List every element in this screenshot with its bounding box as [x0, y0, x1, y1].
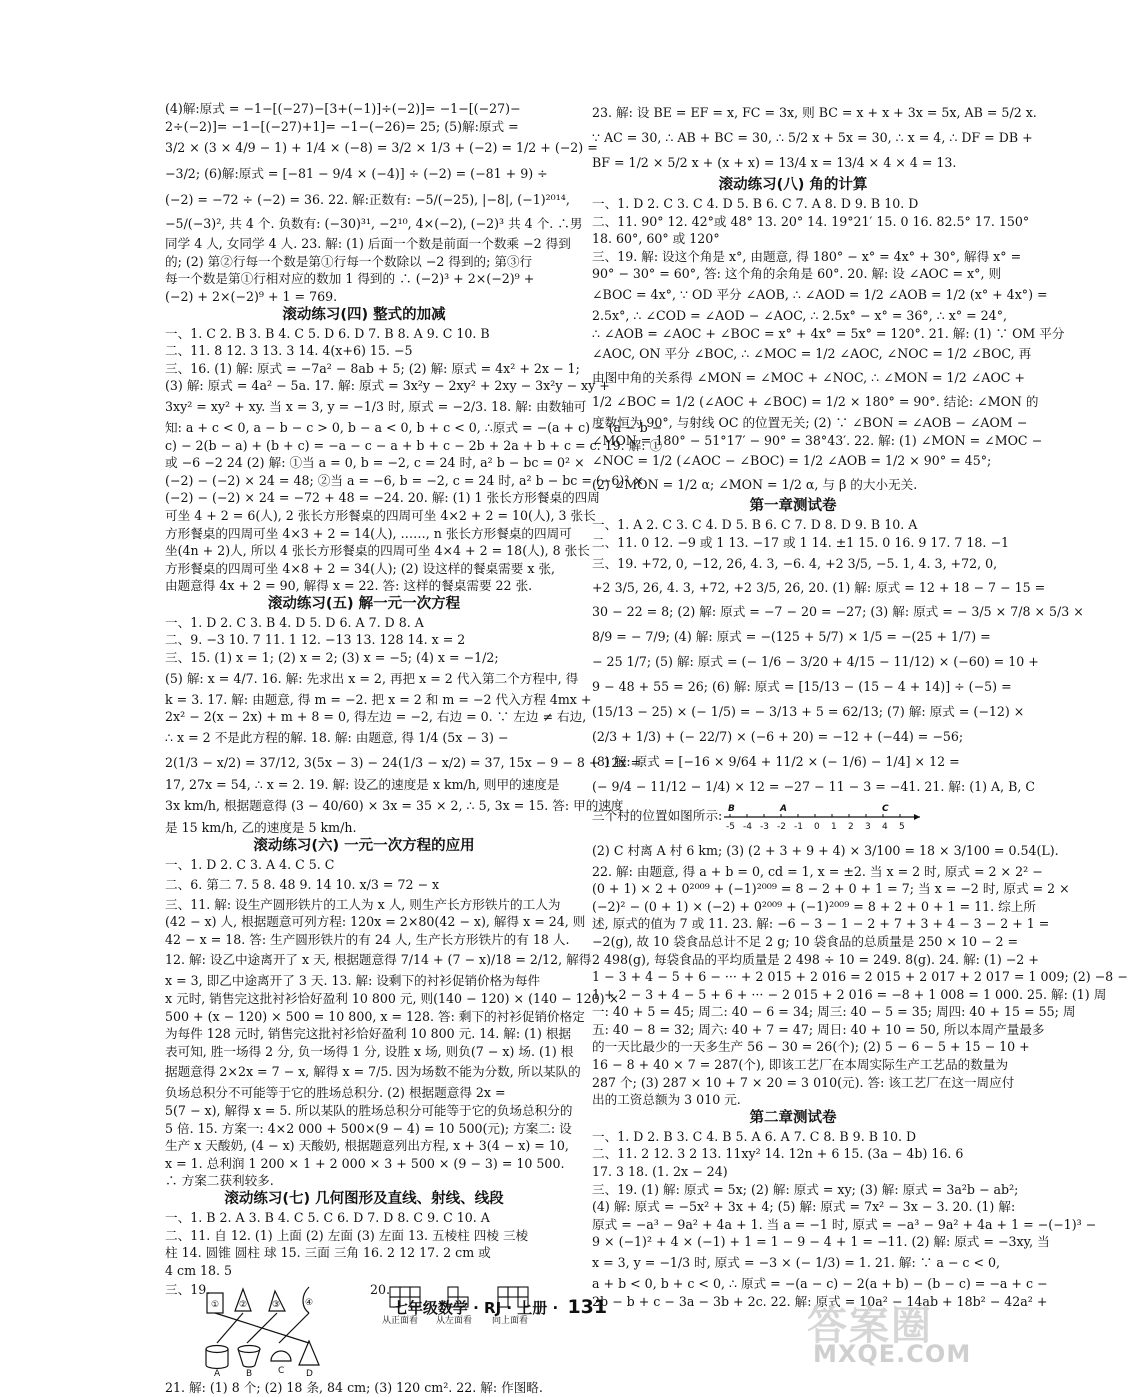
- text-line: (2) C 村离 A 村 6 km; (3) (2 + 3 + 9 + 4) × 3/100 = 18 × 3/100 = 0.54(L).: [592, 842, 1059, 858]
- tick-label: -4: [743, 821, 752, 832]
- text-line: (2) ∠MON = 1/2 α; ∠MON = 1/2 α, 与 β 的大小无关.: [592, 477, 918, 493]
- text-line: ∠BOC = 4x°, ∵ OD 平分 ∠AOB, ∴ ∠AOD = 1/2 ∠AOB = 1/2 (x° + 4x°) =: [592, 286, 1048, 302]
- text-line: (2/3 + 1/3) + (− 22/7) × (−6 + 20) = −12 + (−44) = −56;: [592, 728, 964, 744]
- point-b-label: B: [728, 803, 735, 814]
- text-line: 可坐 4 + 2 = 6(人), 2 张长方形餐桌的四周可坐 4×2 + 2 = 10(人), 3 张长: [165, 507, 596, 523]
- text-line: (0 + 1) × 2 + 0²⁰⁰⁹ + (−1)²⁰⁰⁹ = 8 − 2 + 0 + 1 = 7; 当 x = −2 时, 原式 = 2 ×: [592, 881, 1070, 897]
- text-line: 三、15. (1) x = 1; (2) x = 2; (3) x = −5; (4) x = −1/2;: [165, 650, 499, 666]
- text-line: +2 3/5, 26, 4. 3, +72, +2 3/5, 26, 20. (1) 解: 原式 = 12 + 18 − 7 − 15 =: [592, 579, 1046, 595]
- text-line: 是 15 km/h, 乙的速度是 5 km/h.: [165, 820, 357, 836]
- text-line: 一、1. C 2. B 3. B 4. C 5. D 6. D 7. B 8. A 9. C 10. B: [165, 325, 490, 341]
- block-r-a: [592, 100, 1037, 176]
- text-line: 18. 60°, 60° 或 120°: [592, 231, 720, 247]
- block-l-b: [165, 325, 663, 595]
- text-line: 21. 解: (1) 8 个; (2) 18 条, 84 cm; (3) 120 cm². 22. 解: 作图略.: [165, 1380, 543, 1396]
- text-line: (−2) = −72 ÷ (−2) = 36. 22. 解:正数有: −5/(−25), |−8|, (−1)²⁰¹⁴,: [165, 192, 570, 208]
- text-line: − 25 1/7; (5) 解: 原式 = (− 1/6 − 3/20 + 4/15 − 11/12) × (−60) = 10 +: [592, 653, 1039, 669]
- number-line-intro: 三个村的位置如图所示:: [592, 807, 723, 823]
- number-line: [724, 799, 924, 839]
- text-line: 或 −6 −2 24 (2) 解: ①当 a = 0, b = −2, c = 24 时, a² b − bc = 0² ×: [165, 455, 585, 471]
- text-line: 一、1. B 2. A 3. B 4. C 5. C 6. D 7. D 8. C 9. C 10. A: [165, 1209, 490, 1225]
- text-line: 知: a + c < 0, a − b − c > 0, b − a < 0, b + c < 0, ∴原式 = −(a + c) − (a − b −: [165, 419, 663, 435]
- text-line: 二、11. 90° 12. 42°或 48° 13. 20° 14. 19°21′ 15. 0 16. 82.5° 17. 150°: [592, 213, 1030, 229]
- text-line: 一、1. A 2. C 3. C 4. D 5. B 6. C 7. D 8. D 9. B 10. A: [592, 517, 918, 533]
- text-line: (−2) − (−2) × 24 = 48; ②当 a = −6, b = −2, c = 24 时, a² b − bc = (−6)² ×: [165, 472, 644, 488]
- number-line-figure: [592, 799, 994, 839]
- tick-label: -1: [794, 821, 803, 832]
- text-line: 12. 解: 设乙中途离开了 x 天, 根据题意得 7/14 + (7 − x)/18 = 2/12, 解得: [165, 952, 592, 968]
- tick-label: 2: [848, 821, 854, 832]
- text-line: 度数恒为 90°, 与射线 OC 的位置无关; (2) ∵ ∠BON = ∠AOB − ∠AOM −: [592, 415, 1028, 431]
- right-column: [592, 100, 1128, 1310]
- figure-label-20: 20.: [370, 1282, 391, 1298]
- view-label-left: 从左面看: [436, 1316, 473, 1327]
- section-heading-6: 滚动练习(六) 一元一次方程的应用: [253, 838, 475, 855]
- text-line: 由图中角的关系得 ∠MON = ∠MOC + ∠NOC, ∴ ∠MON = 1/2 ∠AOC +: [592, 370, 1025, 386]
- text-line: 8/9 = − 7/9; (4) 解: 原式 = −(125 + 5/7) × 1/5 = −(25 + 1/7) =: [592, 628, 991, 644]
- text-line: 出的工资总额为 3 010 元.: [592, 1092, 741, 1108]
- text-line: 方形餐桌的四周可坐 4×3 + 2 = 14(人), ……, n 张长方形餐桌的四周可: [165, 525, 572, 541]
- text-line: 方形餐桌的四周可坐 4×8 + 2 = 34(人); (2) 设这样的餐桌需要 x 张,: [165, 560, 556, 576]
- tick-label: -2: [777, 821, 786, 832]
- chapter2-test-heading: 第二章测试卷: [749, 1109, 837, 1126]
- point-c-label: C: [882, 803, 889, 814]
- page-number: 131: [567, 1296, 608, 1318]
- footer-label: 七年级数学 · RJ · 上册 ·: [392, 1299, 559, 1317]
- text-line: 由题意得 4x + 2 = 90, 解得 x = 22. 答: 这样的餐桌需要 22 张.: [165, 578, 533, 594]
- text-line: 坐(4n + 2)人, 所以 4 张长方形餐桌的四周可坐 4×4 + 2 = 18(人), 8 张长: [165, 543, 590, 559]
- text-line: −5/(−3)², 共 4 个. 负数有: (−30)³¹, −2¹⁰, 4×(−2), (−2)³ 共 4 个. ∴男: [165, 216, 583, 232]
- block-r-d: [592, 839, 1128, 1109]
- text-line: (42 − x) 人, 根据题意可列方程: 120x = 2×80(42 − x), 解得 x = 24, 则: [165, 914, 586, 930]
- point-a-label: A: [780, 803, 787, 814]
- text-line: 柱 14. 圆锥 圆柱 球 15. 三面 三角 16. 2 12 17. 2 cm 或: [165, 1245, 491, 1261]
- text-line: 一、1. D 2. C 3. C 4. D 5. B 6. C 7. A 8. D 9. B 10. D: [592, 196, 919, 211]
- text-line: 的; (2) 第②行每一个数是第①行每一个数除以 −2 得到的; 第③行: [165, 253, 533, 269]
- text-line: k = 3. 17. 解: 由题意, 得 m = −2. 把 x = 2 和 m = −2 代入方程 4mx +: [165, 691, 592, 707]
- figure-label-19: 三、19.: [165, 1282, 211, 1298]
- text-line: 5(7 − x), 解得 x = 5. 所以某队的胜场总积分可能等于它的负场总积分的: [165, 1102, 573, 1118]
- tick-label: 0: [814, 821, 820, 832]
- text-line: x = 1. 总利润 1 200 × 1 + 2 000 × 3 + 500 × (9 − 3) = 10 500.: [165, 1155, 565, 1171]
- text-line: 二、6. 第二 7. 5 8. 48 9. 14 10. x/3 = 72 − x: [165, 876, 440, 892]
- text-line: 二、11. 2 12. 3 2 13. 11xy² 14. 12n + 6 15. (3a − 4b) 16. 6: [592, 1146, 964, 1162]
- block-r-c: [592, 516, 1084, 798]
- text-line: a + b < 0, b + c < 0, ∴ 原式 = −(a − c) − 2(a + b) − (b − c) = −a + c −: [592, 1276, 1048, 1291]
- text-line: c) − 2(b − a) + (b + c) = −a − c − a + b + c − 2b + 2a + b + c = c. 19. 解: ①: [165, 437, 663, 453]
- text-line: 生产 x 天酸奶, (4 − x) 天酸奶, 根据题意列出方程, x + 3(4 − x) = 10,: [165, 1138, 569, 1154]
- text-line: −3/2; (6)解:原式 = [−81 − 9/4 × (−4)] ÷ (−2) = (−81 + 9) ÷: [165, 166, 548, 182]
- text-line: 三、11. 解: 设生产圆形铁片的工人为 x 人, 则生产长方形铁片的工人为: [165, 896, 561, 912]
- text-line: x = 3, y = −1/3 时, 原式 = −3 × (− 1/3) = 1. 21. 解: ∵ a − c < 0,: [592, 1255, 1001, 1270]
- text-line: 16 − 8 + 40 × 7 = 287(个), 即该工艺厂在本周实际生产工艺品的数量为: [592, 1057, 1009, 1073]
- shape-label-c: C: [278, 1366, 285, 1377]
- text-line: (−2) + 2×(−2)⁹ + 1 = 769.: [165, 288, 338, 304]
- text-line: (−2) − (−2) × 24 = −72 + 48 = −24. 20. 解: (1) 1 张长方形餐桌的四周: [165, 490, 600, 506]
- text-line: 5 倍. 15. 方案一: 4×2 000 + 500×(9 − 4) = 10 500(元); 方案二: 设: [165, 1120, 572, 1136]
- text-line: 一、1. D 2. C 3. B 4. D 5. D 6. A 7. D 8. A: [165, 614, 424, 630]
- text-line: 500 + (x − 120) × 500 = 10 800, x = 128. 答: 剩下的衬衫促销价格定: [165, 1008, 585, 1024]
- text-line: 30 − 22 = 8; (2) 解: 原式 = −7 − 20 = −27; (3) 解: 原式 = − 3/5 × 7/8 × 5/3 ×: [592, 603, 1084, 619]
- text-line: 2x² − 2(x − 2x) + m + 8 = 0, 得左边 = −2, 右边 = 0. ∵ 左边 ≠ 右边,: [165, 709, 587, 725]
- text-line: −2(g), 故 10 袋食品总计不足 2 g; 10 袋食品的总质量是 250 × 10 − 2 =: [592, 933, 1019, 949]
- shape-label-4: ④: [305, 1298, 314, 1309]
- text-line: 原式 = −a³ − 9a² + 4a + 1. 当 a = −1 时, 原式 = −a³ − 9a² + 4a + 1 = −(−1)³ −: [592, 1216, 1097, 1232]
- text-line: 2(1/3 − x/2) = 37/12, 3(5x − 3) − 24(1/3 − x/2) = 37, 15x − 9 − 8 + 12x =: [165, 754, 642, 770]
- block-l-a: [165, 100, 598, 306]
- text-line: 22. 解: 由题意, 得 a + b = 0, cd = 1, x = ±2. 当 x = 2 时, 原式 = 2 × 2² −: [592, 863, 1043, 879]
- text-line: 一、1. D 2. B 3. C 4. B 5. A 6. A 7. C 8. B 9. B 10. D: [592, 1128, 917, 1144]
- text-line: 一: 40 + 5 = 45; 周二: 40 − 6 = 34; 周三: 40 − 5 = 35; 周四: 40 + 15 = 55; 周: [592, 1004, 1076, 1020]
- text-line: 一、1. D 2. C 3. A 4. C 5. C: [165, 857, 335, 873]
- view-label-top: 向上面看: [492, 1316, 529, 1327]
- text-line: (3) 解: 原式 = 4a² − 5a. 17. 解: 原式 = 3x²y − 2xy² + 2xy − 3x²y − xy +: [165, 378, 610, 394]
- block-l-d: [165, 856, 620, 1190]
- view-label-front: 从正面看: [382, 1316, 419, 1327]
- text-line: 的一天比最少的一天多生产 56 − 30 = 26(个); (2) 5 − 6 − 5 + 15 − 10 +: [592, 1039, 1030, 1055]
- text-line: ∴ x = 2 不是此方程的解. 18. 解: 由题意, 得 1/4 (5x − 3) −: [165, 729, 509, 745]
- text-line: 3xy² = xy² + xy. 当 x = 3, y = −1/3 时, 原式 = −2/3. 18. 解: 由数轴可: [165, 398, 587, 414]
- text-line: 三、16. (1) 解: 原式 = −7a² − 8ab + 5; (2) 解: 原式 = 4x² + 2x − 1;: [165, 360, 580, 376]
- text-line: 9 × (−1)² + 4 × (−1) + 1 = 1 − 9 − 4 + 1 = −11. (2) 解: 原式 = −3xy, 当: [592, 1234, 1050, 1250]
- text-line: 90° − 30° = 60°, 答: 这个角的余角是 60°. 20. 解: 设 ∠AOC = x°, 则: [592, 266, 1002, 282]
- text-line: ∵ AC = 30, ∴ AB + BC = 30, ∴ 5/2 x + 5x = 30, ∴ x = 4, ∴ DF = DB +: [592, 130, 1033, 145]
- text-line: 1 − 3 + 4 − 5 + 6 − ··· + 2 015 + 2 016 = 2 015 + 2 017 + 2 017 = 1 009; (2) −8 −: [592, 969, 1128, 985]
- text-line: ∴ 方案二获利较多.: [165, 1173, 274, 1189]
- text-line: 23. 解: 设 BE = EF = x, FC = 3x, 则 BC = x + x + 3x = 5x, AB = 5/2 x.: [592, 105, 1037, 120]
- text-line: (4) 解: 原式 = −5x² + 3x + 4; (5) 解: 原式 = 7x² − 3x − 3. 20. (1) 解:: [592, 1199, 1016, 1215]
- text-line: ∠MON = 180° − 51°17′ − 90° = 38°43′. 22. 解: (1) ∠MON = ∠MOC −: [592, 432, 1043, 448]
- text-line: BF = 1/2 × 5/2 x + (x + x) = 13/4 x = 13/4 × 4 × 4 = 13.: [592, 155, 957, 170]
- text-line: (15/13 − 25) × (− 1/5) = − 3/13 + 5 = 62/13; (7) 解: 原式 = (−12) ×: [592, 703, 1025, 719]
- block-r-b: [592, 195, 1065, 497]
- text-line: (− 9/4 − 11/12 − 1/4) × 12 = −27 − 11 − 3 = −41. 21. 解: (1) A, B, C: [592, 778, 1036, 794]
- section-heading-5: 滚动练习(五) 解一元一次方程: [267, 595, 461, 612]
- text-line: 为每件 128 元时, 销售完这批衬衫恰好盈利 10 800 元. 14. 解: (1) 根据: [165, 1026, 572, 1042]
- text-line: 每一个数是第①行相对应的数加 1 得到的 ∴ (−2)³ + 2×(−2)⁹ +: [165, 271, 535, 287]
- block-l-c: [165, 614, 642, 837]
- text-line: 17. 3 18. (1. 2x − 24): [592, 1164, 728, 1180]
- shape-label-a: A: [214, 1369, 221, 1380]
- text-line: 述, 原式的值为 7 或 11. 23. 解: −6 − 3 − 1 − 2 + 7 + 3 + 4 − 3 − 2 + 1 =: [592, 916, 1050, 932]
- block-l-e: [165, 1209, 563, 1279]
- text-line: 4 cm 18. 5: [165, 1262, 233, 1278]
- tick-label: -5: [726, 821, 735, 832]
- text-line: ∠NOC = 1/2 (∠AOC − ∠BOC) = 1/2 ∠AOB = 1/2 × 90° = 45°;: [592, 453, 992, 469]
- text-line: 42 − x = 18. 答: 生产圆形铁片的有 24 人, 生产长方形铁片的有 18 人.: [165, 931, 570, 947]
- shape-label-b: B: [246, 1369, 253, 1380]
- text-line: 五: 40 − 8 = 32; 周六: 40 + 7 = 47; 周日: 40 + 10 = 50, 所以本周产量最多: [592, 1021, 1045, 1037]
- text-line: 负场总积分不可能等于它的胜场总积分. (2) 根据题意得 2x =: [165, 1085, 506, 1101]
- text-line: 2.5x°, ∴ ∠COD = ∠AOD − ∠AOC, ∴ 2.5x° − x° = 36°, ∴ x° = 24°,: [592, 307, 1007, 323]
- text-line: 据题意得 2×2x = 7 − x, 解得 x = 7/5. 因为场数不能为分数, 所以某队的: [165, 1064, 581, 1080]
- tick-label: 5: [899, 821, 905, 832]
- text-line: 表可知, 胜一场得 2 分, 负一场得 1 分, 设胜 x 场, 则负(7 − x) 场. (1) 根: [165, 1043, 574, 1059]
- text-line: 2b − b + c − 3a − 3b + 2c. 22. 解: 原式 = 10a² − 14ab + 18b² − 42a² +: [592, 1293, 1048, 1309]
- section-heading-8: 滚动练习(八) 角的计算: [718, 177, 868, 193]
- text-line: 17, 27x = 54, ∴ x = 2. 19. 解: 设乙的速度是 x km/h, 则甲的速度是: [165, 776, 560, 792]
- text-line: ∠AOC, ON 平分 ∠BOC, ∴ ∠MOC = 1/2 ∠AOC, ∠NOC = 1/2 ∠BOC, 再: [592, 346, 1032, 362]
- text-line: x 元时, 销售完这批衬衫恰好盈利 10 800 元, 则(140 − 120) × (140 − 120) ×: [165, 991, 620, 1006]
- chapter1-test-heading: 第一章测试卷: [749, 498, 837, 515]
- block-l-f: [165, 1379, 563, 1397]
- text-line: 9 − 48 + 55 = 26; (6) 解: 原式 = [15/13 − (15 − 4 + 14)] ÷ (−5) =: [592, 678, 1012, 694]
- text-line: 三、19. +72, 0, −12, 26, 4. 3, −6. 4, +2 3/5, −5. 1, 4. 3, +72, 0,: [592, 555, 998, 571]
- shape-label-1: ①: [211, 1300, 220, 1311]
- tick-label: 1: [831, 821, 837, 832]
- watermark-logo: [795, 1292, 995, 1372]
- text-line: 1 + 2 − 3 + 4 − 5 + 6 + ··· − 2 015 + 2 016 = −8 + 1 008 = 1 000. 25. 解: (1) 周: [592, 986, 1107, 1002]
- watermark-site: MXQE.COM: [813, 1340, 972, 1368]
- tick-label: -3: [760, 821, 769, 832]
- shape-label-3: ③: [272, 1300, 281, 1311]
- text-line: (8) 解: 原式 = [−16 × 9/64 + 11/2 × (− 1/6) − 1/4] × 12 =: [592, 753, 960, 769]
- shape-label-2: ②: [239, 1300, 248, 1311]
- text-line: ∴ ∠AOB = ∠AOC + ∠BOC = x° + 4x° = 5x° = 120°. 21. 解: (1) ∵ OM 平分: [592, 325, 1065, 341]
- section-heading-4: 滚动练习(四) 整式的加减: [282, 306, 446, 323]
- text-line: 3/2 × (3 × 4/9 − 1) + 1/4 × (−8) = 3/2 × 1/3 + (−2) = 1/2 + (−2) =: [165, 140, 598, 156]
- tick-label: 3: [865, 821, 871, 832]
- text-line: (4)解:原式 = −1−[(−27)−[3+(−1)]÷(−2)]= −1−[(−27)−: [165, 101, 521, 116]
- text-line: 三、19. (1) 解: 原式 = 5x; (2) 解: 原式 = xy; (3) 解: 原式 = 3a²b − ab²;: [592, 1181, 1019, 1197]
- block-r-e: [592, 1128, 1097, 1310]
- text-line: 二、11. 自 12. (1) 上面 (2) 左面 (3) 左面 13. 五棱柱 四棱 三棱: [165, 1227, 529, 1243]
- text-line: 二、11. 8 12. 3 13. 3 14. 4(x+6) 15. −5: [165, 343, 413, 359]
- text-line: x = 3, 即乙中途离开了 3 天. 13. 解: 设剩下的衬衫促销价格为每件: [165, 973, 541, 989]
- text-line: (5) 解: x = 4/7. 16. 解: 先求出 x = 2, 再把 x = 2 代入第二个方程中, 得: [165, 670, 579, 686]
- text-line: 二、9. −3 10. 7 11. 1 12. −13 13. 128 14. x = 2: [165, 632, 466, 648]
- text-line: (−2)² − (0 + 1) × (−2) + 0²⁰⁰⁹ + (−1)²⁰⁰⁹ = 8 + 2 + 0 + 1 = 11. 综上所: [592, 898, 1036, 914]
- section-heading-7: 滚动练习(七) 几何图形及直线、射线、线段: [224, 1190, 504, 1207]
- text-line: 三、19. 解: 设这个角是 x°, 由题意, 得 180° − x° = 4x° + 30°, 解得 x° =: [592, 248, 1022, 264]
- text-line: 1/2 ∠BOC = 1/2 (∠AOC + ∠BOC) = 1/2 × 180° = 90°. 结论: ∠MON 的: [592, 394, 1039, 410]
- text-line: 3x km/h, 根据题意得 (3 − 40/60) × 3x = 35 × 2, ∴ 5, 3x = 15. 答: 甲的速度: [165, 798, 624, 814]
- text-line: 2 498(g), 每袋食品的平均质量是 2 498 ÷ 10 = 249. 8(g). 24. 解: (1) −2 +: [592, 951, 1039, 967]
- text-line: 同学 4 人, 女同学 4 人. 23. 解: (1) 后面一个数是前面一个数乘 −2 得到: [165, 236, 571, 252]
- text-line: 二、11. 0 12. −9 或 1 13. −17 或 1 14. ±1 15. 0 16. 9 17. 7 18. −1: [592, 534, 1010, 550]
- tick-label: 4: [882, 821, 888, 832]
- watermark-text: 答案圈: [807, 1303, 933, 1349]
- text-line: 287 个; (3) 287 × 10 + 7 × 20 = 3 010(元). 答: 该工艺厂在这一周应付: [592, 1074, 1015, 1090]
- text-line: 2÷(−2)]= −1−[(−27)+1]= −1−(−26)= 25; (5)解:原式 =: [165, 118, 519, 134]
- shape-label-d: D: [306, 1369, 313, 1380]
